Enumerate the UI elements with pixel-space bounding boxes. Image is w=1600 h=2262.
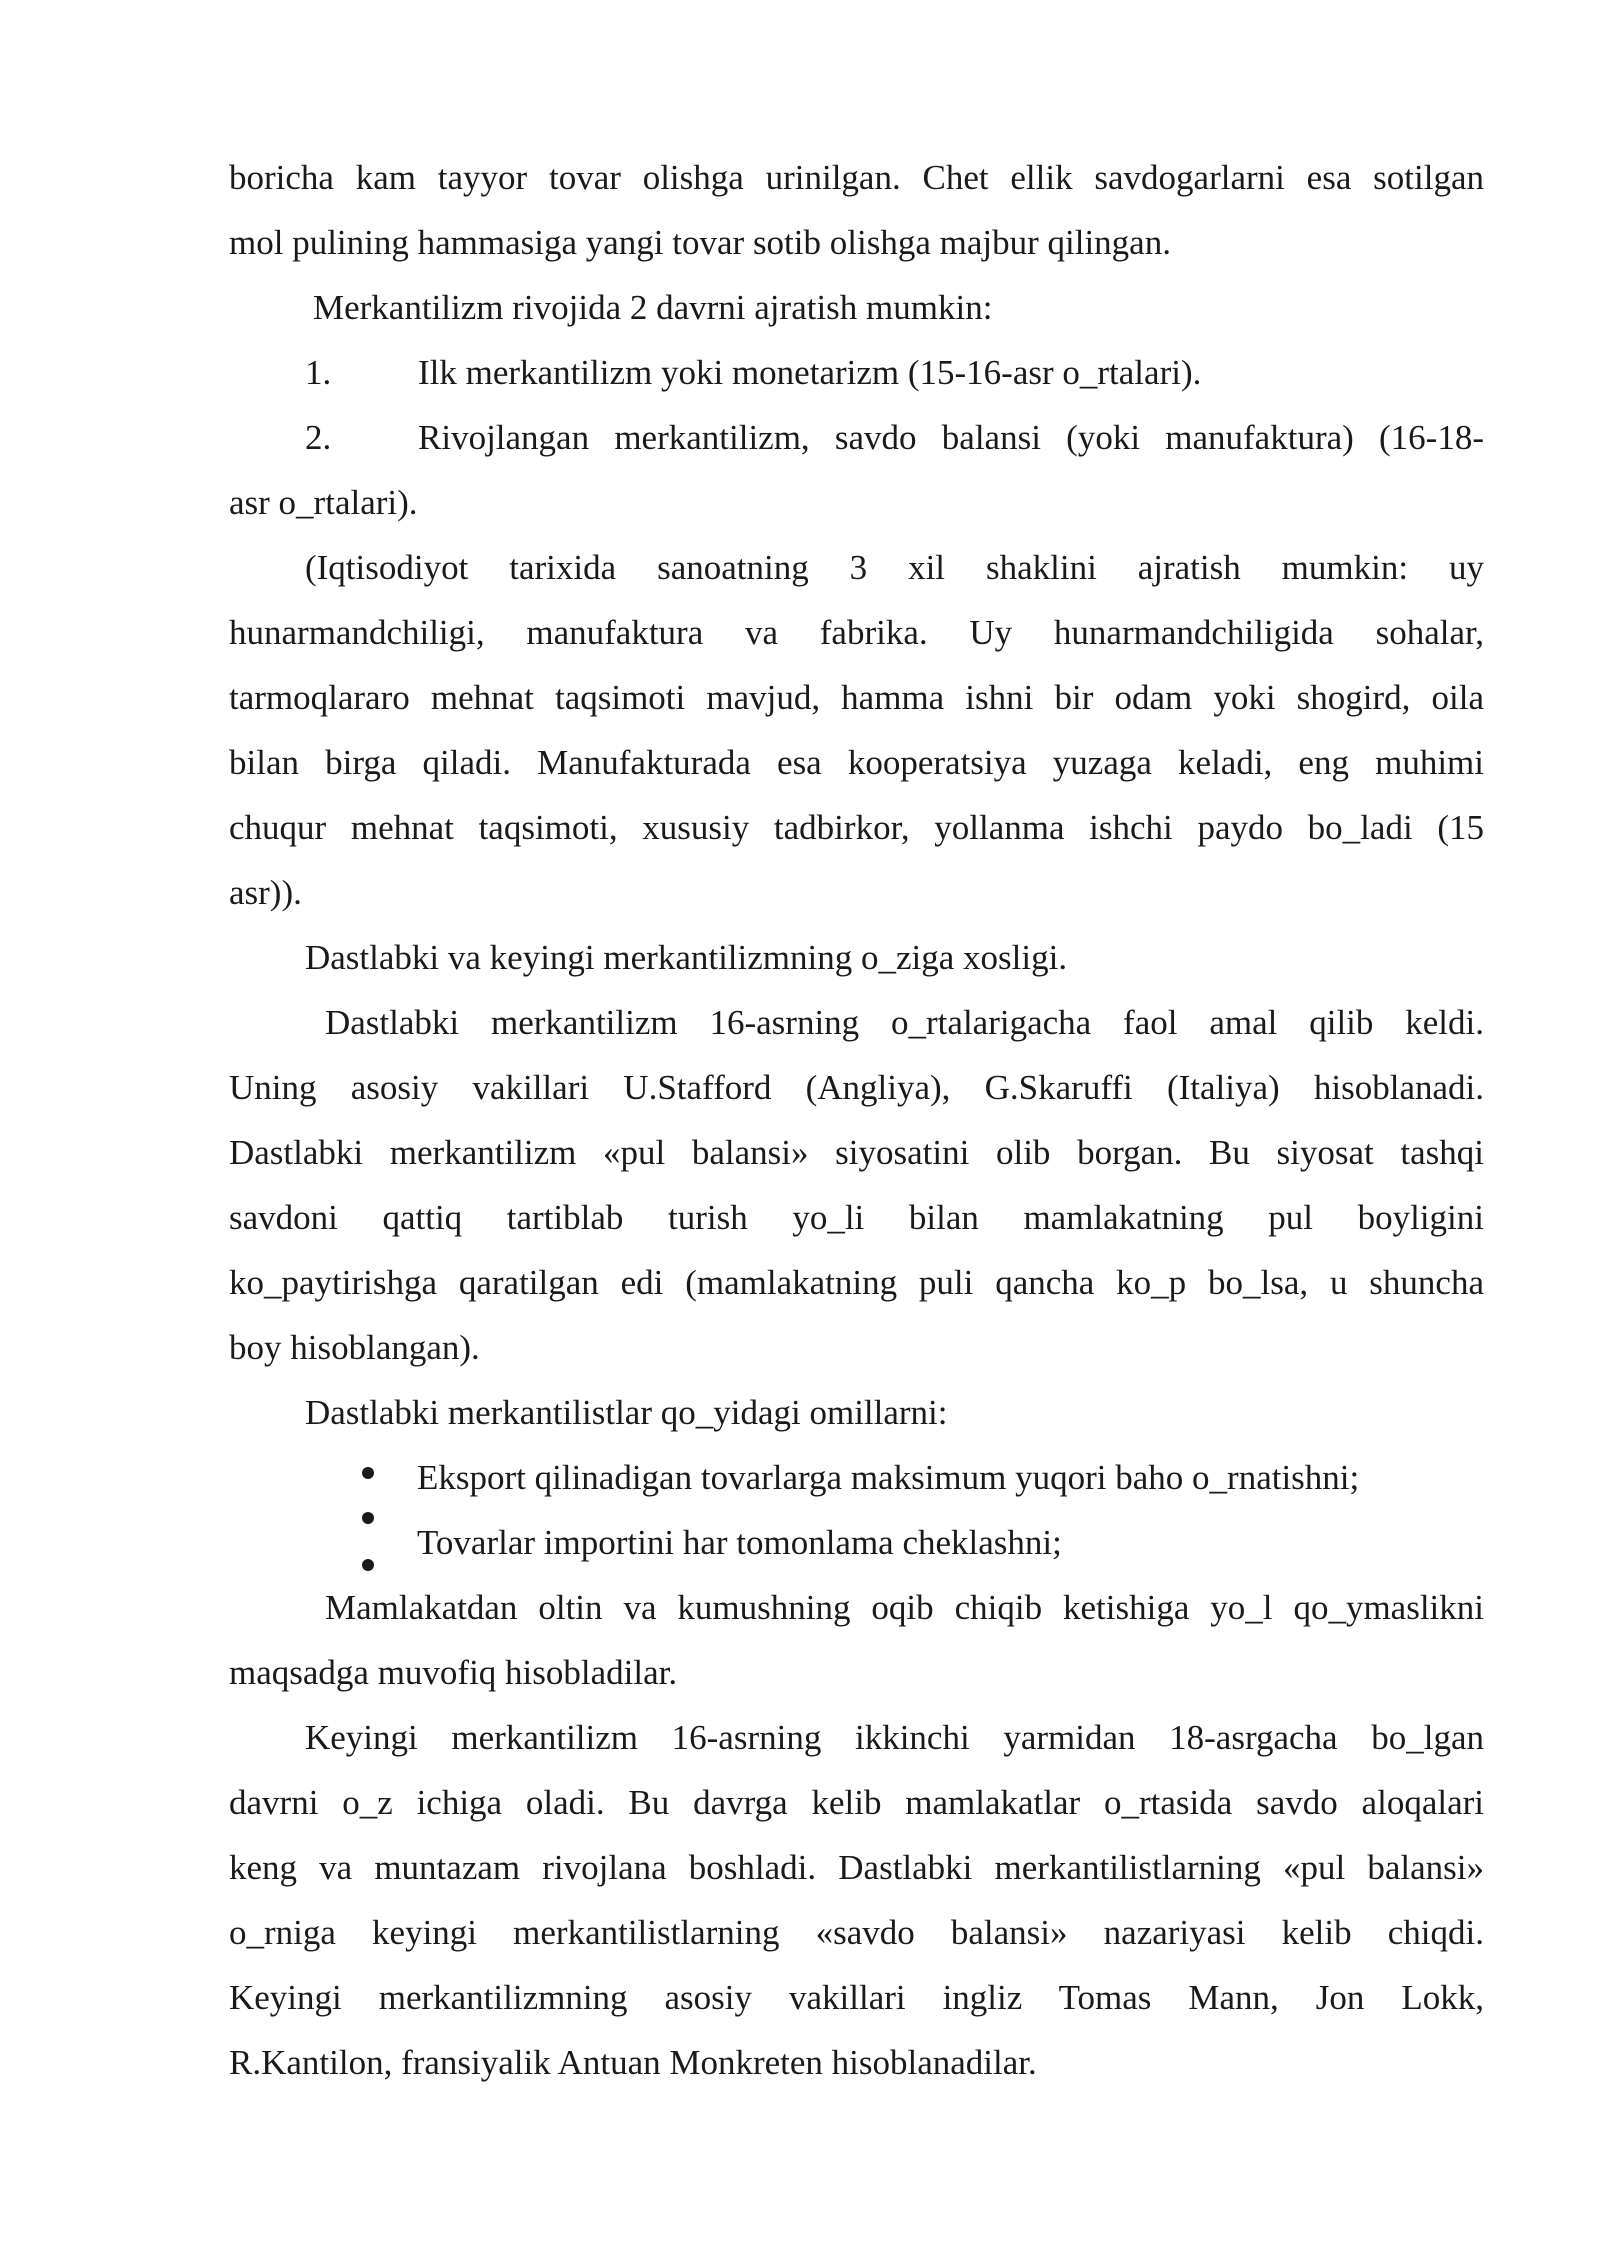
text-line: Merkantilizm rivojida 2 davrni ajratish mumkin:	[313, 288, 993, 327]
text-line: Keyingi merkantilizm 16-asrning ikkinchi yarmidan 18-asrgacha bo_lgan	[305, 1718, 1484, 1757]
text-line: (Iqtisodiyot tarixida sanoatning 3 xil shaklini ajratish mumkin: uy	[305, 548, 1484, 587]
bullet-icon	[362, 1512, 374, 1524]
paragraph-2	[229, 275, 1484, 340]
text-line: savdoni qattiq tartiblab turish yo_li bilan mamlakatning pul boyligini	[229, 1198, 1484, 1237]
text-line: Keyingi merkantilizmning asosiy vakillari ingliz Tomas Mann, Jon Lokk,	[229, 1978, 1484, 2017]
text-line: davrni o_z ichiga oladi. Bu davrga kelib mamlakatlar o_rtasida savdo aloqalari	[229, 1783, 1484, 1822]
text-line: hunarmandchiligi, manufaktura va fabrika. Uy hunarmandchiligida sohalar,	[229, 613, 1484, 652]
list-item-continuation: asr o_rtalari).	[229, 483, 418, 522]
list-item-text: Ilk merkantilizm yoki monetarizm (15-16-asr o_rtalari).	[418, 353, 1202, 392]
text-line: Dastlabki va keyingi merkantilizmning o_ziga xosligi.	[305, 938, 1068, 977]
text-line: chuqur mehnat taqsimoti, xususiy tadbirkor, yollanma ishchi paydo bo_ladi (15	[229, 808, 1484, 847]
numbered-list	[229, 340, 1484, 535]
paragraph-1	[229, 145, 1484, 275]
text-line: Mamlakatdan oltin va kumushning oqib chiqib ketishiga yo_l qo_ymaslikni	[325, 1588, 1484, 1627]
text-line: o_rniga keyingi merkantilistlarning «savdo balansi» nazariyasi kelib chiqdi.	[229, 1913, 1484, 1952]
text-line: boy hisoblangan).	[229, 1328, 480, 1367]
list-item-text: Rivojlangan merkantilizm, savdo balansi (yoki manufaktura) (16-18-	[418, 418, 1484, 457]
text-line: keng va muntazam rivojlana boshladi. Dastlabki merkantilistlarning «pul balansi»	[229, 1848, 1484, 1887]
text-line: Dastlabki merkantilizm «pul balansi» siyosatini olib borgan. Bu siyosat tashqi	[229, 1133, 1484, 1172]
text-line: R.Kantilon, fransiyalik Antuan Monkreten hisoblanadilar.	[229, 2043, 1037, 2082]
bullet-item-2	[229, 1510, 1484, 1575]
document-body	[229, 145, 1484, 2095]
list-number: 1.	[305, 353, 332, 392]
text-line: bilan birga qiladi. Manufakturada esa kooperatsiya yuzaga keladi, eng muhimi	[229, 743, 1484, 782]
bullet-text: Tovarlar importini har tomonlama cheklashni;	[417, 1523, 1062, 1562]
bullet-text: Eksport qilinadigan tovarlarga maksimum yuqori baho o_rnatishni;	[417, 1458, 1360, 1497]
bullet-list	[229, 1445, 1484, 1575]
list-number: 2.	[305, 418, 332, 457]
paragraph-6	[229, 1380, 1484, 1445]
text-line: boricha kam tayyor tovar olishga urinilgan. Chet ellik savdogarlarni esa sotilgan	[229, 158, 1484, 197]
paragraph-5	[229, 990, 1484, 1380]
text-line: ko_paytirishga qaratilgan edi (mamlakatning puli qancha ko_p bo_lsa, u shuncha	[229, 1263, 1484, 1302]
paragraph-7	[229, 1575, 1484, 1705]
text-line: tarmoqlararo mehnat taqsimoti mavjud, hamma ishni bir odam yoki shogird, oila	[229, 678, 1484, 717]
paragraph-8	[229, 1705, 1484, 2095]
text-line: Uning asosiy vakillari U.Stafford (Angliya), G.Skaruffi (Italiya) hisoblanadi.	[229, 1068, 1484, 1107]
text-line: maqsadga muvofiq hisobladilar.	[229, 1653, 678, 1692]
text-line: mol pulining hammasiga yangi tovar sotib olishga majbur qilingan.	[229, 223, 1171, 262]
text-line: asr)).	[229, 873, 302, 912]
bullet-icon	[362, 1467, 374, 1479]
bullet-icon	[362, 1559, 374, 1571]
text-line: Dastlabki merkantilizm 16-asrning o_rtalarigacha faol amal qilib keldi.	[325, 1003, 1484, 1042]
list-item-2	[229, 405, 1484, 470]
text-line: Dastlabki merkantilistlar qo_yidagi omillarni:	[305, 1393, 948, 1432]
bullet-item-1	[229, 1445, 1484, 1510]
paragraph-4	[229, 925, 1484, 990]
paragraph-3	[229, 535, 1484, 925]
list-item-1	[229, 340, 1484, 405]
